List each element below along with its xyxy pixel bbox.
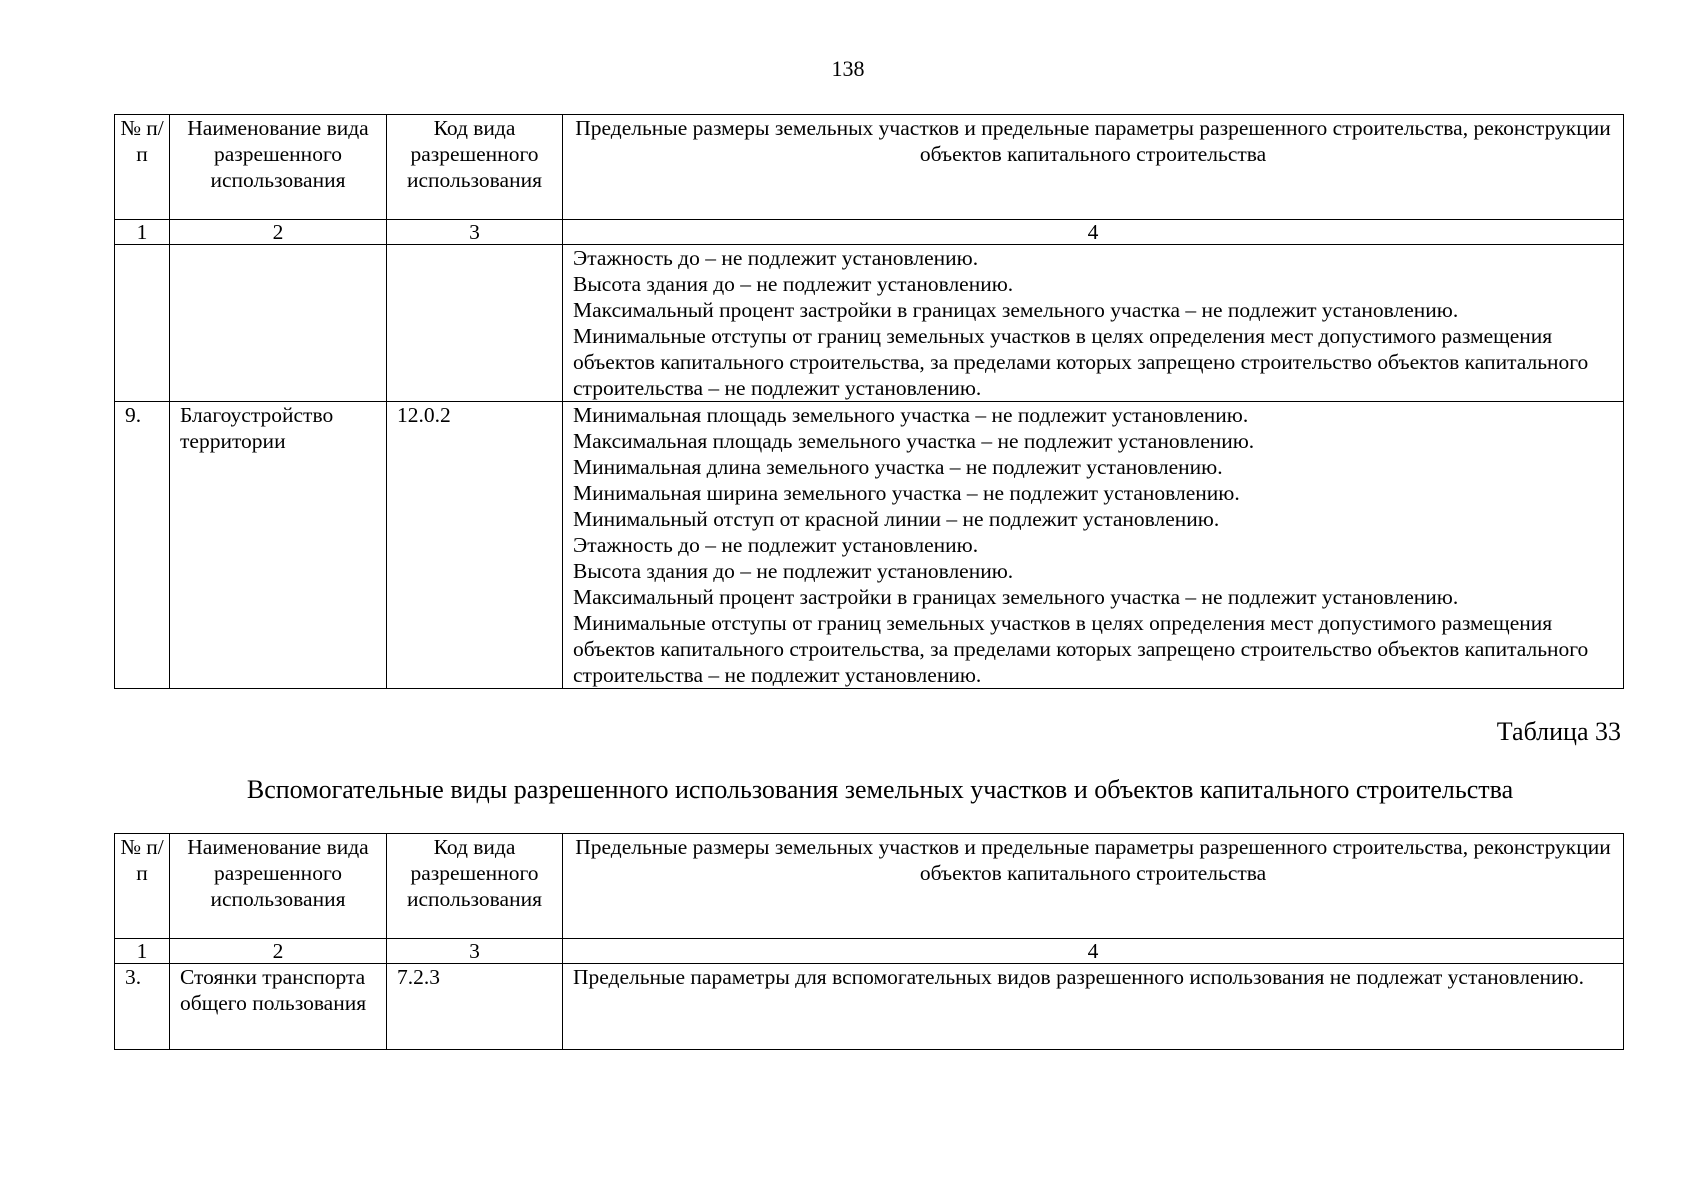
header-code: Код вида разрешенного использования [387, 834, 563, 939]
table-row [115, 964, 1624, 1050]
header-number: № п/п [115, 115, 170, 220]
row-parameters [563, 245, 1624, 402]
header-parameters: Предельные размеры земельных участков и предельные параметры разрешенного строительства, реконструкции объектов капитального строительства [563, 834, 1624, 939]
parameter-line: Минимальная ширина земельного участка – не подлежит установлению. [573, 481, 1240, 505]
row-code: 7.2.3 [387, 964, 563, 1050]
parameters-table-continued [114, 114, 1624, 689]
row-name [170, 245, 387, 402]
column-number: 2 [170, 220, 387, 245]
parameter-line: Минимальная длина земельного участка – не подлежит установлению. [573, 455, 1223, 479]
row-name: Благоустройство территории [170, 402, 387, 689]
parameter-line: Высота здания до – не подлежит установлению. [573, 272, 1014, 296]
column-number-row [115, 939, 1624, 964]
table-row [115, 402, 1624, 689]
parameter-line: Этажность до – не подлежит установлению. [573, 246, 979, 270]
column-number: 4 [563, 220, 1624, 245]
parameter-line: Минимальный отступ от красной линии – не подлежит установлению. [573, 507, 1220, 531]
parameter-line: Максимальный процент застройки в границах земельного участка – не подлежит установлению. [573, 298, 1459, 322]
parameter-line: Этажность до – не подлежит установлению. [573, 533, 979, 557]
auxiliary-uses-table [114, 833, 1624, 1050]
header-code: Код вида разрешенного использования [387, 115, 563, 220]
row-name: Стоянки транспорта общего пользования [170, 964, 387, 1050]
column-number: 2 [170, 939, 387, 964]
row-number: 9. [115, 402, 170, 689]
header-number: № п/п [115, 834, 170, 939]
column-number-row [115, 220, 1624, 245]
page-number: 138 [831, 56, 865, 81]
header-parameters: Предельные размеры земельных участков и предельные параметры разрешенного строительства, реконструкции объектов капитального строительства [563, 115, 1624, 220]
header-name: Наименование вида разрешенного использования [170, 834, 387, 939]
row-parameters: Предельные параметры для вспомогательных видов разрешенного использования не подлежат установлению. [563, 964, 1624, 1050]
row-number [115, 245, 170, 402]
parameter-line: Высота здания до – не подлежит установлению. [573, 559, 1014, 583]
parameter-line: Максимальный процент застройки в границах земельного участка – не подлежит установлению. [573, 585, 1459, 609]
parameter-line: Минимальные отступы от границ земельных участков в целях определения мест допустимого размещения объектов капитального строительства, за пределами которых запрещено строительство объектов капитального строительства – не подлежит установлению. [573, 611, 1589, 687]
row-code: 12.0.2 [387, 402, 563, 689]
column-number: 3 [387, 220, 563, 245]
row-code [387, 245, 563, 402]
row-number: 3. [115, 964, 170, 1050]
row-parameters [563, 402, 1624, 689]
column-number: 4 [563, 939, 1624, 964]
column-number: 1 [115, 220, 170, 245]
parameter-line: Минимальные отступы от границ земельных участков в целях определения мест допустимого размещения объектов капитального строительства, за пределами которых запрещено строительство объектов капитального строительства – не подлежит установлению. [573, 324, 1589, 400]
column-number: 3 [387, 939, 563, 964]
parameter-line: Максимальная площадь земельного участка – не подлежит установлению. [573, 429, 1255, 453]
column-number: 1 [115, 939, 170, 964]
table-row [115, 245, 1624, 402]
table-title: Вспомогательные виды разрешенного использования земельных участков и объектов капитального строительства [246, 775, 1514, 804]
table-header-row [115, 115, 1624, 220]
table-header-row [115, 834, 1624, 939]
table-number: Таблица 33 [1496, 717, 1621, 746]
parameter-line: Минимальная площадь земельного участка – не подлежит установлению. [573, 403, 1249, 427]
header-name: Наименование вида разрешенного использования [170, 115, 387, 220]
